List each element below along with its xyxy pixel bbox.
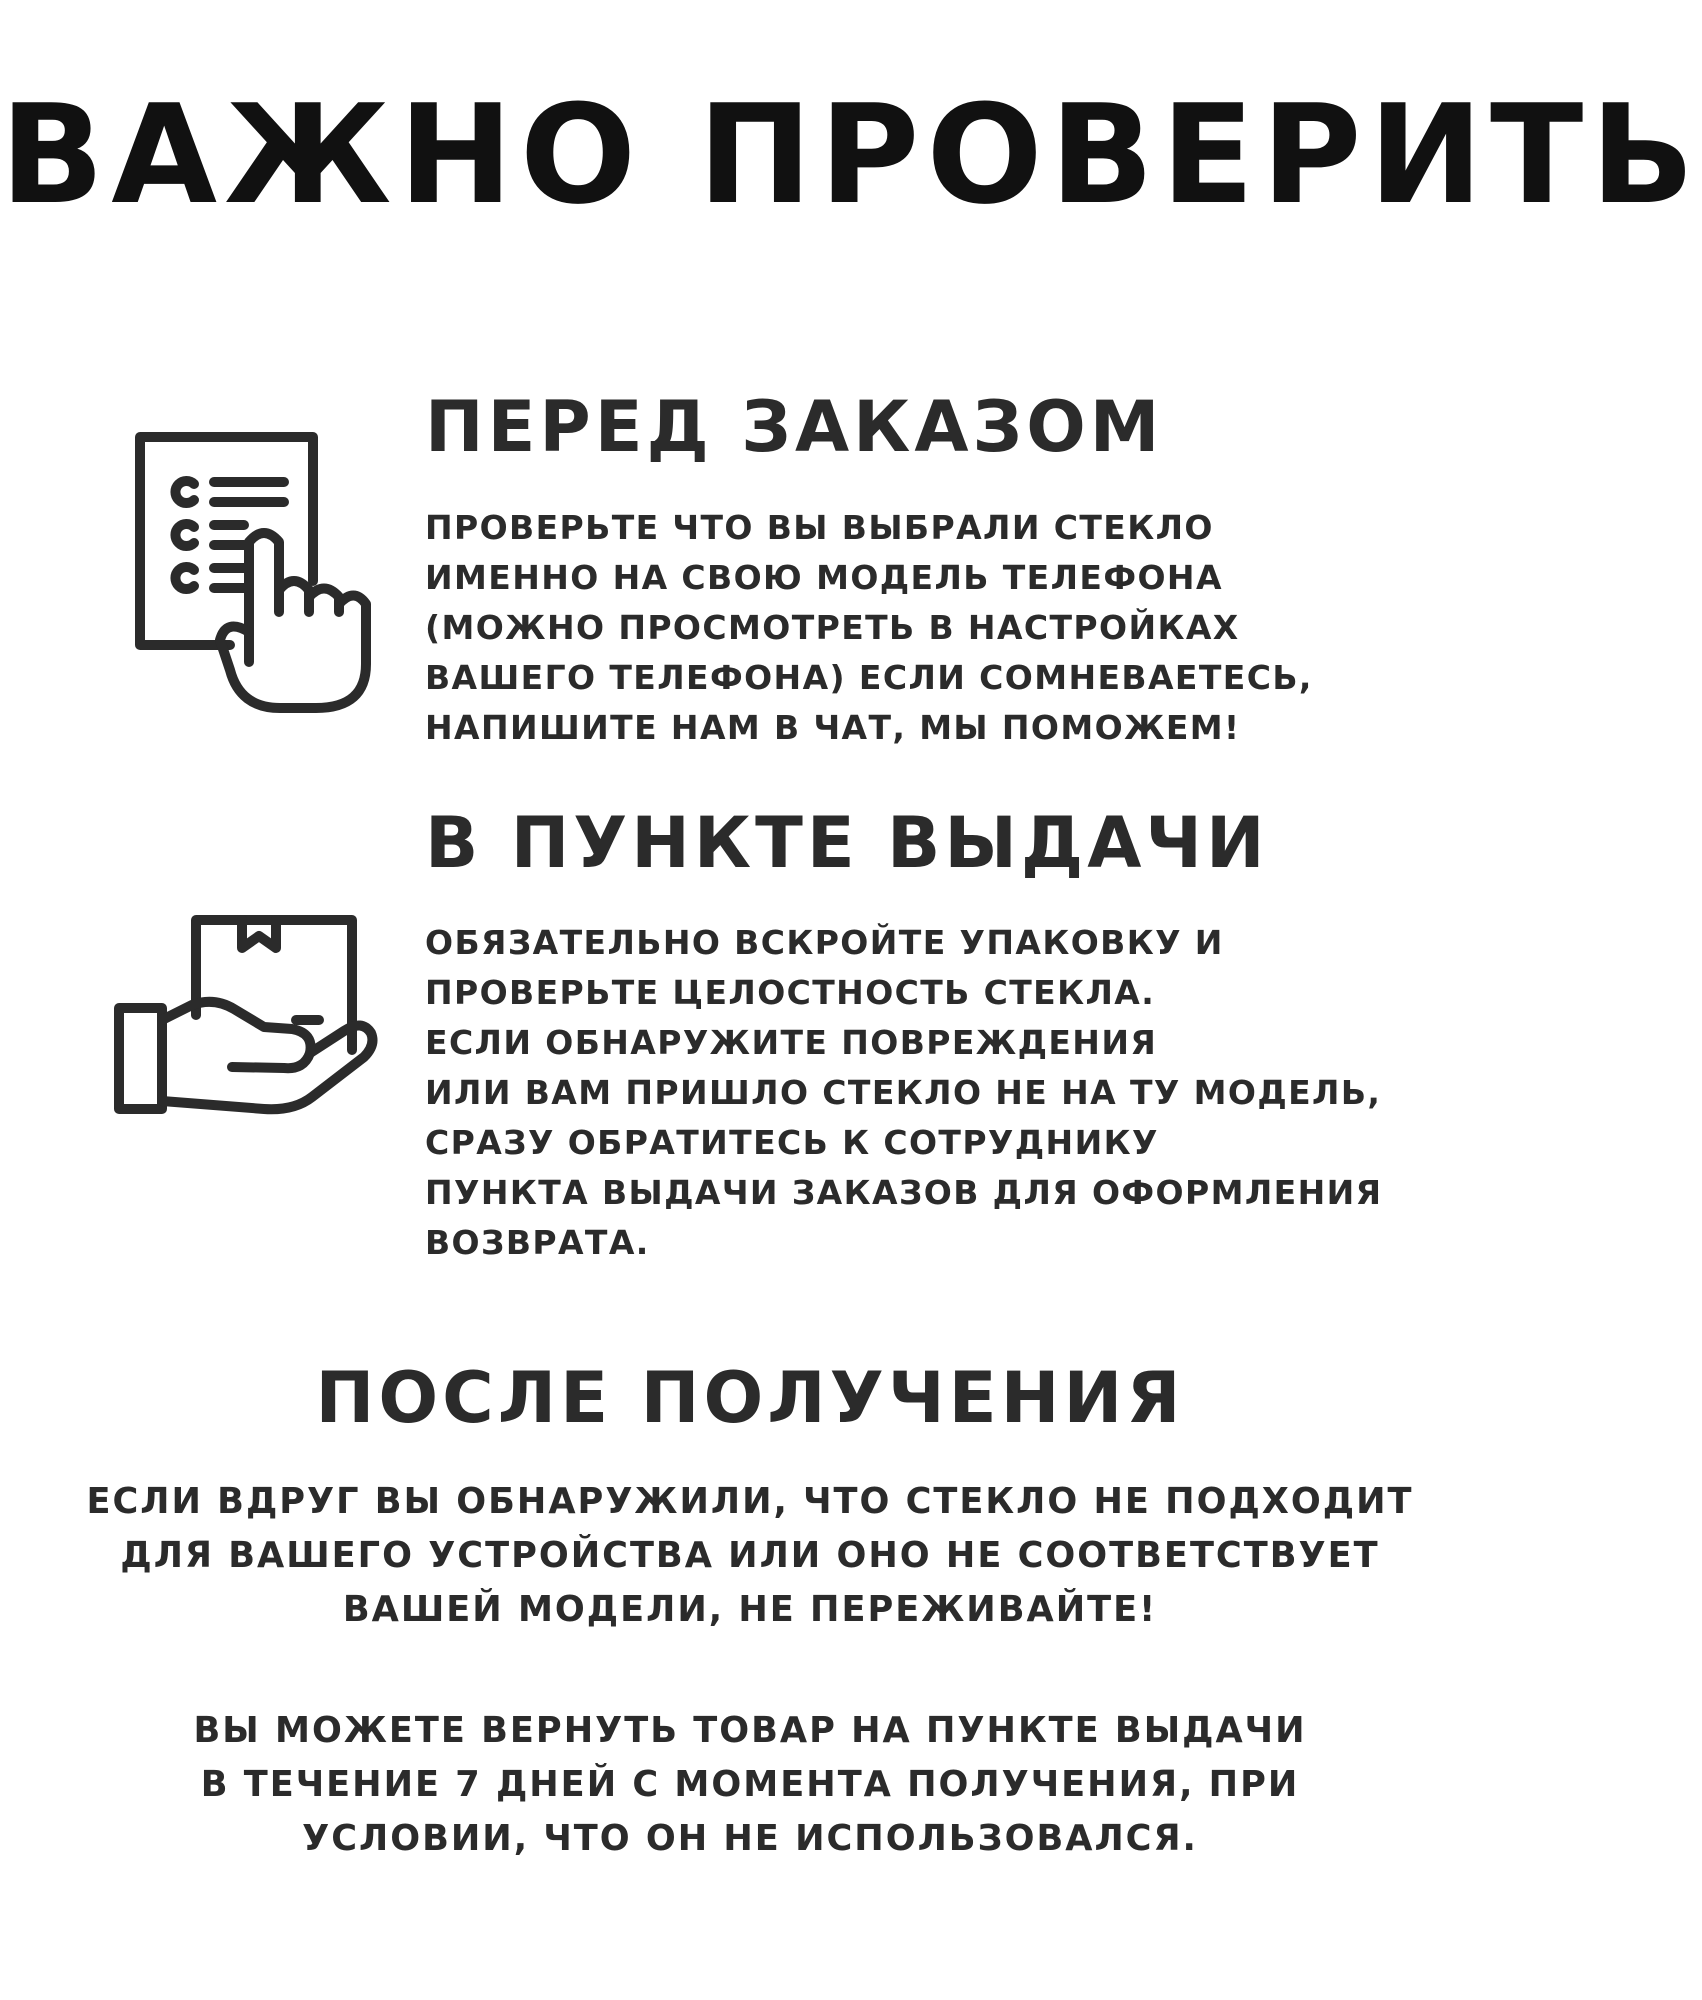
text-line: ПРОВЕРЬТЕ ЧТО ВЫ ВЫБРАЛИ СТЕКЛО (425, 508, 1214, 547)
text-line: ВАШЕЙ МОДЕЛИ, НЕ ПЕРЕЖИВАЙТЕ! (342, 1589, 1158, 1630)
text-line: НАПИШИТЕ НАМ В ЧАТ, МЫ ПОМОЖЕМ! (425, 708, 1241, 747)
section-heading-before-order: ПЕРЕД ЗАКАЗОМ (425, 386, 1164, 468)
section-body-before-order (425, 503, 1313, 753)
text-line: (МОЖНО ПРОСМОТРЕТЬ В НАСТРОЙКАХ (425, 608, 1240, 647)
box-in-hand-icon (114, 915, 376, 1125)
after-paragraph-2 (0, 1704, 1500, 1866)
text-line: ПУНКТА ВЫДАЧИ ЗАКАЗОВ ДЛЯ ОФОРМЛЕНИЯ (425, 1173, 1383, 1212)
text-line: СРАЗУ ОБРАТИТЕСЬ К СОТРУДНИКУ (425, 1123, 1159, 1162)
text-line: ВОЗВРАТА. (425, 1223, 650, 1262)
text-line: ВАШЕГО ТЕЛЕФОНА) ЕСЛИ СОМНЕВАЕТЕСЬ, (425, 658, 1313, 697)
checklist-hand-icon (132, 432, 372, 714)
text-line: ОБЯЗАТЕЛЬНО ВСКРОЙТЕ УПАКОВКУ И (425, 923, 1224, 962)
text-line: ДЛЯ ВАШЕГО УСТРОЙСТВА ИЛИ ОНО НЕ СООТВЕТСТВУЕТ (120, 1535, 1380, 1576)
section-heading-pickup-point: В ПУНКТЕ ВЫДАЧИ (425, 802, 1269, 884)
text-line: ЕСЛИ ОБНАРУЖИТЕ ПОВРЕЖДЕНИЯ (425, 1023, 1158, 1062)
text-line: ИЛИ ВАМ ПРИШЛО СТЕКЛО НЕ НА ТУ МОДЕЛЬ, (425, 1073, 1382, 1112)
section-body-pickup-point (425, 918, 1382, 1268)
text-line: В ТЕЧЕНИЕ 7 ДНЕЙ С МОМЕНТА ПОЛУЧЕНИЯ, ПРИ (200, 1764, 1300, 1805)
section-heading-after-receiving: ПОСЛЕ ПОЛУЧЕНИЯ (315, 1357, 1185, 1439)
text-line: ВЫ МОЖЕТЕ ВЕРНУТЬ ТОВАР НА ПУНКТЕ ВЫДАЧИ (193, 1710, 1307, 1751)
text-line: УСЛОВИИ, ЧТО ОН НЕ ИСПОЛЬЗОВАЛСЯ. (302, 1818, 1198, 1859)
text-line: ПРОВЕРЬТЕ ЦЕЛОСТНОСТЬ СТЕКЛА. (425, 973, 1156, 1012)
text-line: ИМЕННО НА СВОЮ МОДЕЛЬ ТЕЛЕФОНА (425, 558, 1223, 597)
text-line: ЕСЛИ ВДРУГ ВЫ ОБНАРУЖИЛИ, ЧТО СТЕКЛО НЕ ПОДХОДИТ (86, 1481, 1414, 1522)
page-title: ВАЖНО ПРОВЕРИТЬ (0, 76, 1702, 235)
after-paragraph-1 (0, 1475, 1500, 1637)
